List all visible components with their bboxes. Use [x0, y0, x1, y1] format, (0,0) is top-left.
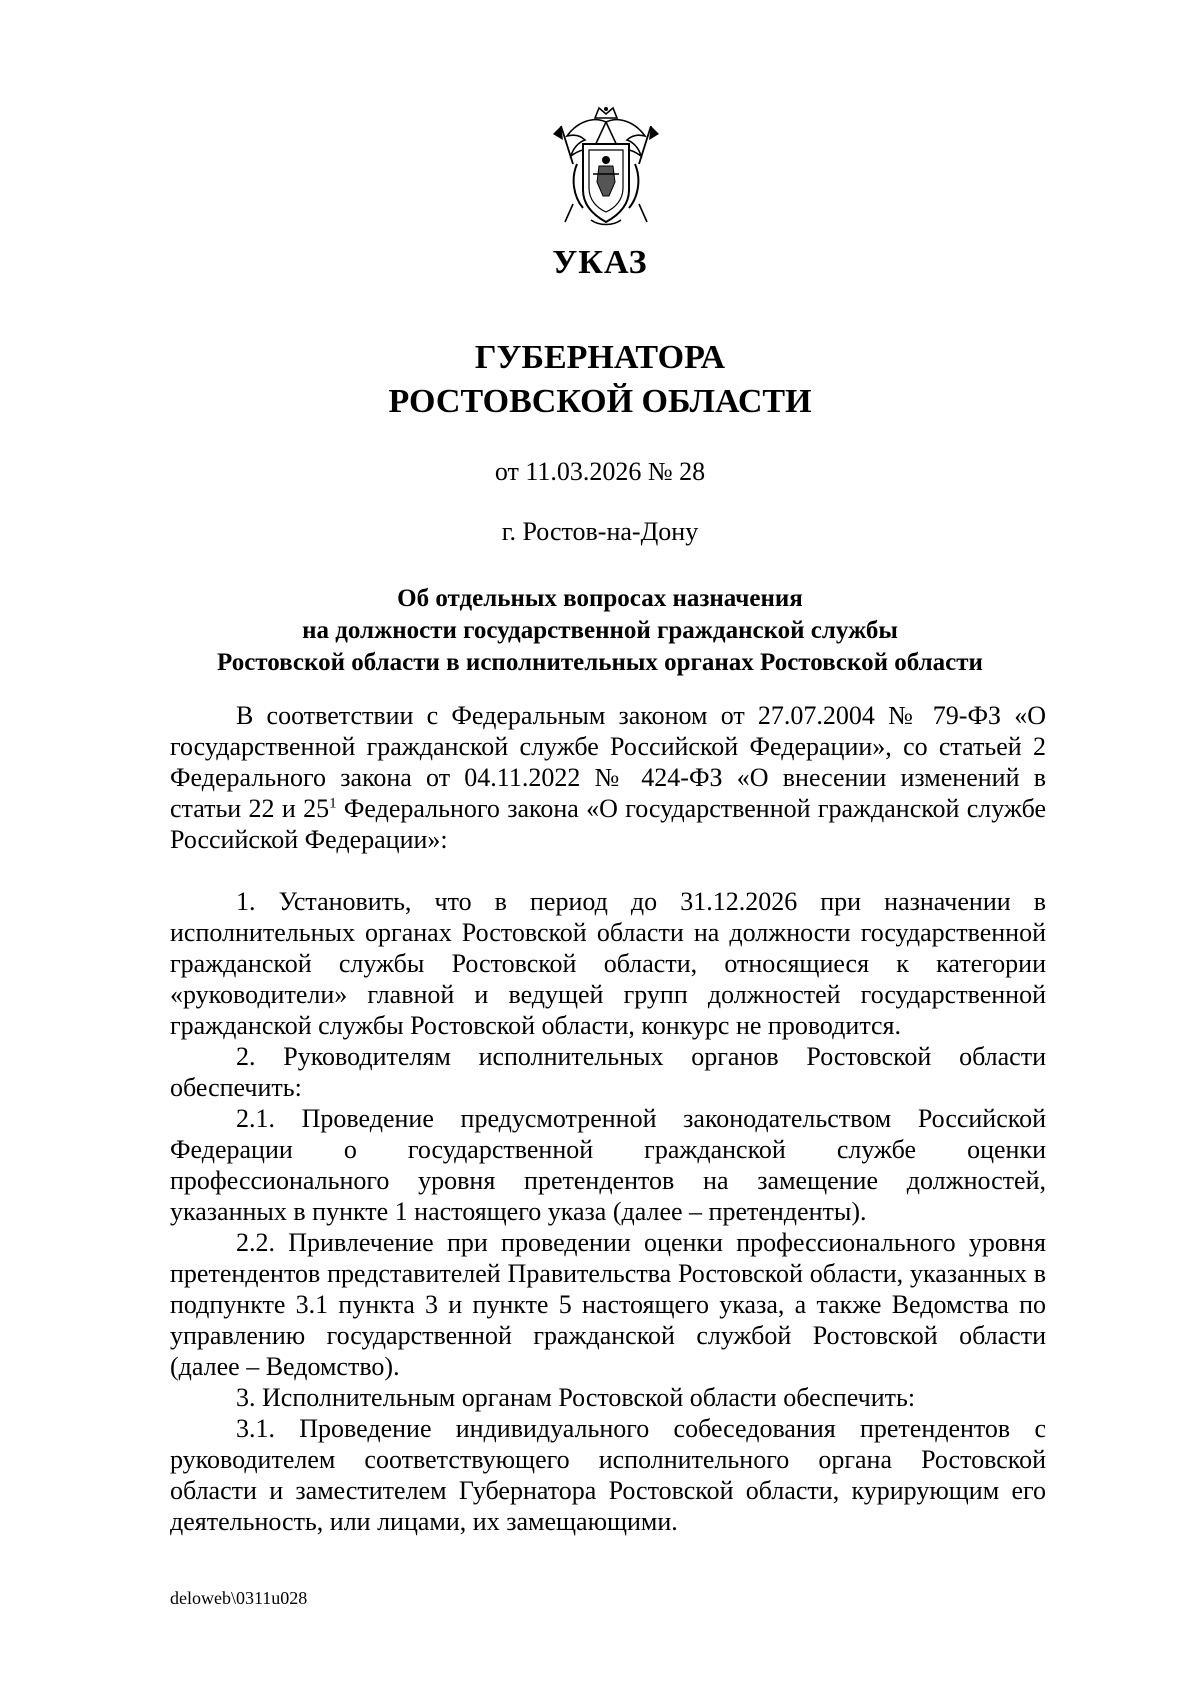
preamble-superscript: 1	[329, 795, 337, 812]
preamble-text-end: Федерального закона «О государственной гражданской службе Российской Федерации»:	[170, 794, 1046, 854]
subject-line-2: на должности государственной гражданской службы	[302, 617, 898, 644]
clause-2-1: 2.1. Проведение предусмотренной законодательством Российской Федерации о государственной гражданской службе оценки профессионального уровня претендентов на замещение должностей, указанных в пункте 1 настоящего указа (далее – претенденты).	[170, 1104, 1046, 1226]
document-subject	[0, 583, 1200, 679]
document-body	[170, 700, 1046, 1537]
clause-2-2: 2.2. Привлечение при проведении оценки профессионального уровня претендентов представителей Правительства Ростовской области, указанных в подпункте 3.1 пункта 3 и пункте 5 настоящего указа, а также Ведомства по управлению государственной гражданской службой Ростовской области (далее – Ведомство).	[170, 1228, 1046, 1381]
clause-1: 1. Установить, что в период до 31.12.2026 при назначении в исполнительных органах Ростовской области на должности государственной гражданской службы Ростовской области, относящиеся к категории «руководители» главной и ведущей групп должностей государственной гражданской службы Ростовской области, конкурс не проводится.	[170, 887, 1046, 1040]
clause-2: 2. Руководителям исполнительных органов Ростовской области обеспечить:	[170, 1042, 1046, 1102]
issuer-line-1: ГУБЕРНАТОРА	[474, 339, 726, 376]
issuer-title	[0, 336, 1200, 424]
document-date-number: от 11.03.2026 № 28	[494, 457, 706, 486]
document-type-title: УКАЗ	[552, 244, 648, 281]
preamble-text: В соответствии с Федеральным законом от 27.07.2004 № 79-ФЗ «О государственной гражданской службе Российской Федерации», со статьей 2 Федерального закона от 04.11.2022 № 424-ФЗ «О внесении изменений в статьи 22 и 25	[170, 701, 1046, 823]
clause-3-1: 3.1. Проведение индивидуального собеседования претендентов с руководителем соответствующего исполнительного органа Ростовской области и заместителем Губернатора Ростовской области, курирующим его деятельность, или лицами, их замещающими.	[170, 1414, 1046, 1536]
preamble-paragraph	[170, 700, 1046, 855]
clause-3: 3. Исполнительным органам Ростовской области обеспечить:	[236, 1383, 916, 1412]
document-city: г. Ростов-на-Дону	[501, 517, 699, 546]
coat-of-arms-emblem	[553, 104, 659, 228]
subject-line-3: Ростовской области в исполнительных органах Ростовской области	[217, 649, 983, 676]
document-footer-code: deloweb\0311u028	[170, 1588, 308, 1608]
issuer-line-2: РОСТОВСКОЙ ОБЛАСТИ	[388, 383, 812, 420]
subject-line-1: Об отдельных вопросах назначения	[397, 585, 803, 612]
